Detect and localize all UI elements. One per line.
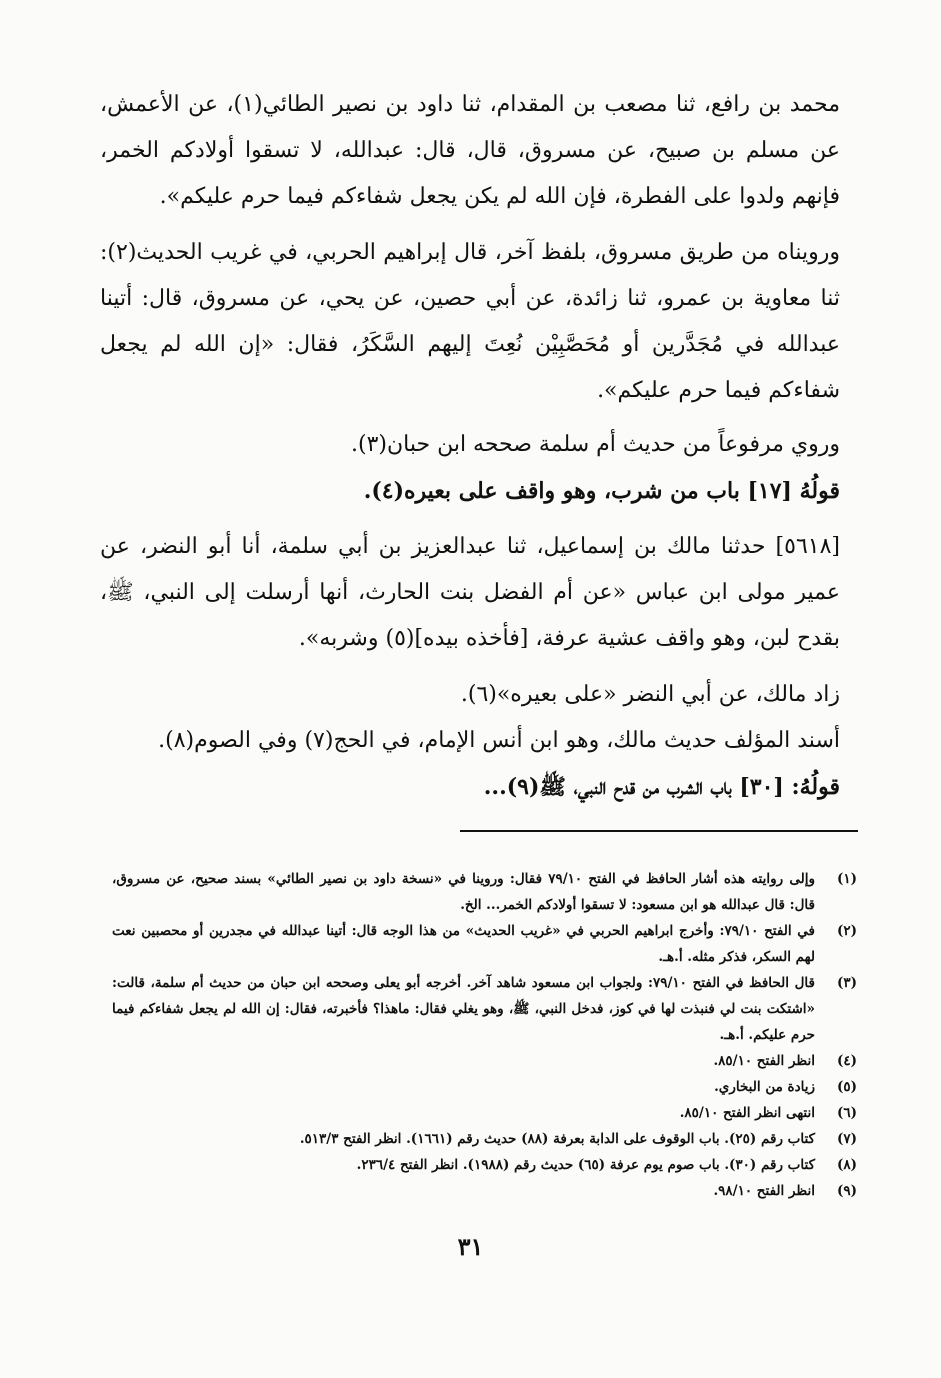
footnote-number: (٩): [836, 1183, 857, 1199]
footnote-number: (١): [836, 871, 857, 887]
footnote-text: كتاب رقم (٣٠). باب صوم يوم عرفة (٦٥) حديث رقم (١٩٨٨). انظر الفتح ٢٣٦/٤.: [356, 1157, 815, 1173]
footnote-number: (٢): [836, 923, 857, 939]
footnote-7: [112, 1126, 857, 1152]
footnote-text: انظر الفتح ٨٥/١٠.: [713, 1053, 815, 1069]
footnote-6: [112, 1100, 857, 1126]
paragraph-2: ورويناه من طريق مسروق، بلفظ آخر، قال إبراهيم الحربي، في غريب الحديث(٢): ثنا معاوية بن عمرو، ثنا زائدة، عن أبي حصين، عن يحي، عن مسروق، قال: أتينا عبدالله في مُجَدَّرين أو مُحَصَّبِيْن نُعِتَ إليهم السَّكَرُ، فقال: «إن الله لم يجعل شفاءكم فيما حرم عليكم».: [100, 240, 840, 403]
page-number: ٣١: [457, 1232, 484, 1261]
footnote-divider: [460, 830, 858, 832]
paragraph-1: محمد بن رافع، ثنا مصعب بن المقدام، ثنا داود بن نصير الطائي(١)، عن الأعمش، عن مسلم بن صبيح، عن مسروق، قال، قال: عبدالله، لا تسقوا أولادكم الخمر، فإنهم ولدوا على الفطرة، فإن الله لم يكن يجعل شفاءكم فيما حرم عليكم».: [100, 92, 840, 209]
hadith-5618: [٥٦١٨] حدثنا مالك بن إسماعيل، ثنا عبدالعزيز بن أبي سلمة، أنا أبو النضر، عن عمير مولى ابن عباس «عن أم الفضل بنت الحارث، أنها أرسلت إلى النبي، ﷺ، بقدح لبن، وهو واقف عشية عرفة، [فأخذه بيده](٥) وشربه».: [100, 534, 840, 651]
footnote-9: [112, 1178, 857, 1204]
paragraph-3: وروي مرفوعاً من حديث أم سلمة صححه ابن حبان(٣).: [351, 432, 840, 457]
footnote-text: كتاب رقم (٢٥). باب الوقوف على الدابة بعرفة (٨٨) حديث رقم (١٦٦١). انظر الفتح ٥١٣/٣.: [299, 1131, 815, 1147]
footnote-2: [112, 918, 857, 970]
footnote-number: (٤): [836, 1053, 857, 1069]
footnote-number: (٨): [836, 1157, 857, 1173]
footnote-number: (٥): [836, 1079, 857, 1095]
main-text: [100, 82, 840, 810]
footnote-3: [112, 970, 857, 1048]
footnotes: [112, 866, 857, 1204]
footnote-4: [112, 1048, 857, 1074]
footnote-text: في الفتح ٧٩/١٠: وأخرج ابراهيم الحربي في «غريب الحديث» من هذا الوجه قال: أتينا عبدالله في مجدرين أو محصبين نعت لهم السكر، فذكر مثله. أ.هـ.: [112, 923, 815, 965]
footnote-8: [112, 1152, 857, 1178]
chapter-heading-17: قولُهُ [١٧] باب من شرب، وهو واقف على بعيره(٤).: [363, 478, 840, 504]
footnote-text: انظر الفتح ٩٨/١٠.: [713, 1183, 815, 1199]
footnote-5: [112, 1074, 857, 1100]
footnote-text: قال الحافظ في الفتح ٧٩/١٠: ولجواب ابن مسعود شاهد آخر. أخرجه أبو يعلى وصححه ابن حبان من حديث أم سلمة، قالت: «اشتكت بنت لي فنبذت لها في كوز، فدخل النبي، ﷺ، وهو يغلي فقال: ماهذا؟ فأخبرته، فقال: إن الله لم يجعل شفاءكم فيما حرم عليكم. أ.هـ.: [112, 975, 815, 1043]
paragraph-6: زاد مالك، عن أبي النضر «على بعيره»(٦).: [460, 682, 840, 707]
footnote-1: [112, 866, 857, 918]
footnote-number: (٦): [836, 1105, 857, 1121]
footnote-text: زيادة من البخاري.: [714, 1079, 815, 1095]
paragraph-7: أسند المؤلف حديث مالك، وهو ابن أنس الإمام، في الحج(٧) وفي الصوم(٨).: [158, 728, 840, 753]
footnote-number: (٣): [836, 975, 857, 991]
footnote-text: انتهى انظر الفتح ٨٥/١٠.: [679, 1105, 815, 1121]
footnote-text: وإلى روايته هذه أشار الحافظ في الفتح ٧٩/١٠ فقال: وروينا في «نسخة داود بن نصير الطائي» بسند صحيح، عن مسروق، قال: قال عبدالله هو ابن مسعود: لا تسقوا أولادكم الخمر... الخ.: [112, 871, 815, 913]
chapter-heading-30: قولُهُ: [٣٠] باب الشرب من قدح النبي، ﷺ(٩)...: [483, 774, 840, 800]
footnote-number: (٧): [836, 1131, 857, 1147]
